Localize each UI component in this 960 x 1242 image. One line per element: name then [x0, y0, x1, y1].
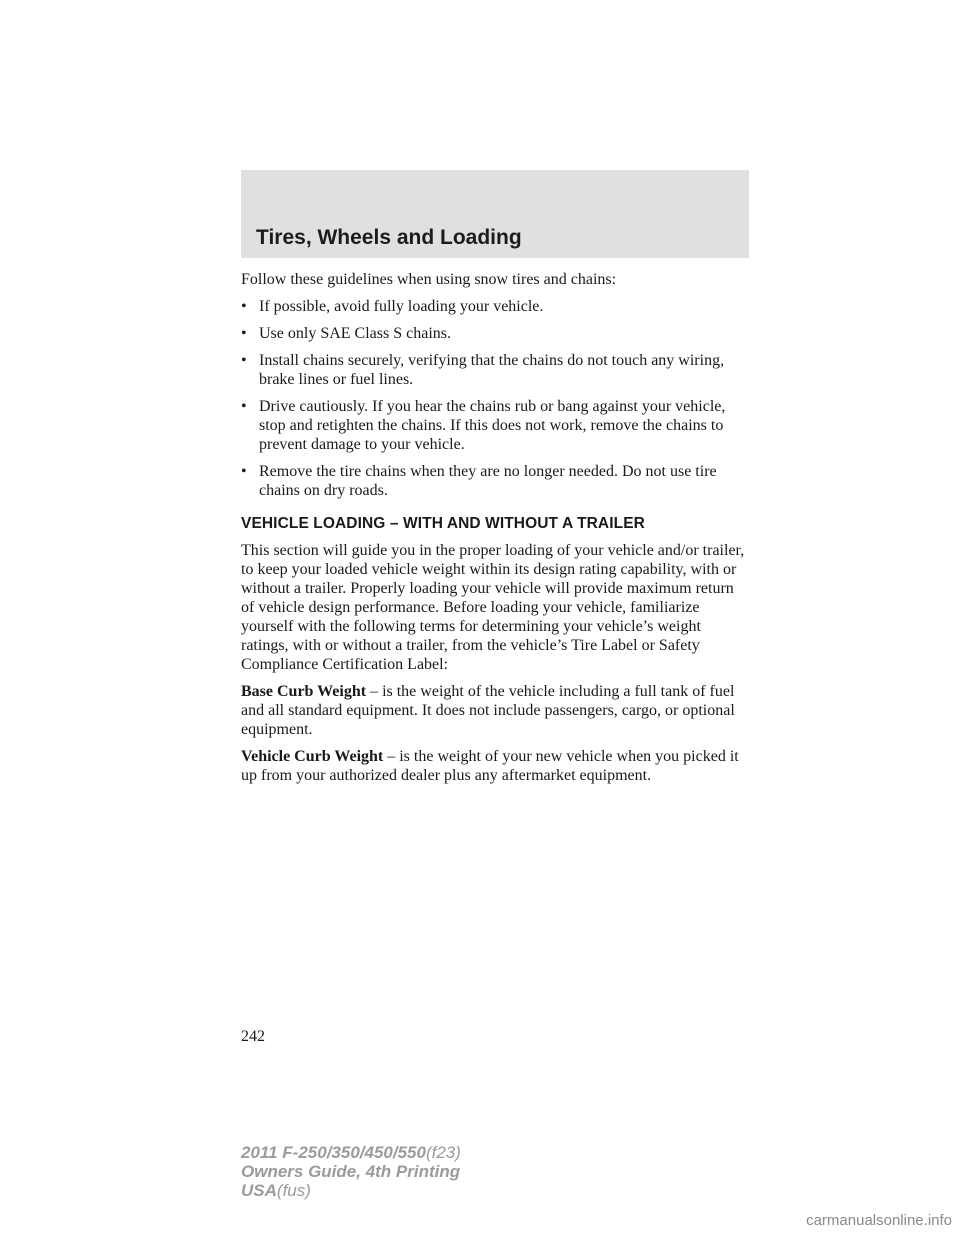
- page-title: Tires, Wheels and Loading: [256, 226, 522, 249]
- definition-text: – is the weight of the vehicle including a full tank of fuel and all standard equipment. It does not include passengers, cargo, or optional equipment.: [241, 683, 735, 738]
- bullet-icon: •: [241, 463, 247, 480]
- footer-line-3: [241, 1181, 461, 1200]
- footer-region: USA: [241, 1181, 277, 1200]
- definition-base-curb-weight: [241, 682, 751, 739]
- list-item: [241, 297, 751, 316]
- list-item-text: Install chains securely, verifying that the chains do not touch any wiring, brake lines or fuel lines.: [259, 352, 725, 388]
- footer-line-1: [241, 1143, 461, 1162]
- definition-term: Base Curb Weight: [241, 683, 367, 700]
- list-item: [241, 351, 751, 389]
- list-item-text: Drive cautiously. If you hear the chains rub or bang against your vehicle, stop and retighten the chains. If this does not work, remove the chains to prevent damage to your vehicle.: [259, 398, 726, 453]
- bullet-icon: •: [241, 298, 247, 315]
- bullet-icon: •: [241, 398, 247, 415]
- section-heading: VEHICLE LOADING – WITH AND WITHOUT A TRAILER: [241, 515, 645, 532]
- body-content: [241, 270, 751, 793]
- list-item: [241, 324, 751, 343]
- watermark-link[interactable]: carmanualsonline.info: [806, 1212, 952, 1229]
- footer-model-code: (f23): [425, 1143, 461, 1162]
- definition-term: Vehicle Curb Weight: [241, 748, 384, 765]
- section-paragraph: This section will guide you in the proper loading of your vehicle and/or trailer, to keep your loaded vehicle weight within its design rating capability, with or without a trailer. Properly loading your vehicle will provide maximum return of vehicle design performance. Before loading your vehicle, familiarize yourself with the following terms for determining your vehicle’s weight ratings, with or without a trailer, from the vehicle’s Tire Label or Safety Compliance Certification Label:: [241, 542, 745, 673]
- intro-paragraph: Follow these guidelines when using snow tires and chains:: [241, 271, 617, 288]
- list-item-text: Use only SAE Class S chains.: [259, 325, 451, 342]
- bullet-icon: •: [241, 352, 247, 369]
- page-number: 242: [241, 1028, 265, 1045]
- list-item-text: Remove the tire chains when they are no longer needed. Do not use tire chains on dry roads.: [259, 463, 717, 499]
- bullet-icon: •: [241, 325, 247, 342]
- definition-vehicle-curb-weight: [241, 747, 751, 785]
- footer-model: 2011 F-250/350/450/550: [241, 1143, 426, 1162]
- chain-guidelines-list: [241, 297, 751, 500]
- list-item-text: If possible, avoid fully loading your vehicle.: [259, 298, 544, 315]
- footer-region-code: (fus): [276, 1181, 311, 1200]
- definition-text: – is the weight of your new vehicle when you picked it up from your authorized dealer plus any aftermarket equipment.: [241, 748, 739, 784]
- footer: [241, 1143, 461, 1200]
- list-item: [241, 397, 751, 454]
- list-item: [241, 462, 751, 500]
- footer-line-2: Owners Guide, 4th Printing: [241, 1162, 461, 1181]
